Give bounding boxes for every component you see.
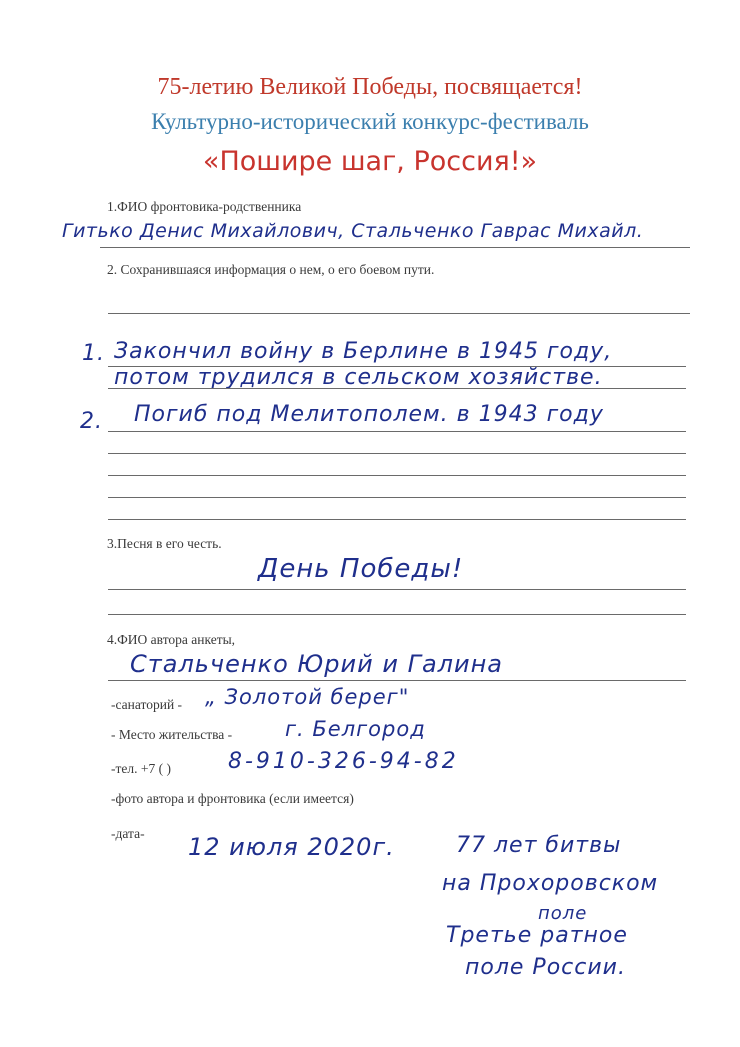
info-line-8 [108, 519, 686, 520]
header-festival-title: «Пошире шаг, Россия!» [202, 146, 538, 177]
note-line-1: 77 лет битвы [456, 833, 622, 858]
song-value: День Победы! [258, 554, 464, 584]
residence-value: г. Белгород [285, 717, 426, 741]
phone-value: 8-910-326-94-82 [228, 749, 459, 774]
info-line-3 [108, 388, 686, 389]
note-line-4: Третье ратное [446, 923, 628, 948]
note-line-3: поле [538, 903, 588, 924]
battle-info-label: 2. Сохранившаяся информация о нем, о его боевом пути. [107, 262, 435, 277]
sanatorium-value: „ Золотой берег" [205, 685, 410, 709]
info-item-1-number: 1. [82, 341, 105, 366]
photo-label: -фото автора и фронтовика (если имеется) [111, 791, 354, 806]
date-label: -дата- [111, 826, 145, 841]
veteran-name-value: Гитько Денис Михайлович, Стальченко Гаврас Михайл. [62, 220, 644, 242]
song-line-2 [108, 614, 686, 615]
phone-label: -тел. +7 ( ) [111, 761, 171, 776]
veteran-name-line [100, 247, 690, 248]
info-item-2-number: 2. [80, 409, 103, 434]
sanatorium-label: -санаторий - [111, 697, 183, 712]
author-name-label: 4.ФИО автора анкеты, [107, 632, 236, 647]
note-line-2: на Прохоровском [442, 871, 659, 896]
info-line-4 [108, 431, 686, 432]
song-label: 3.Песня в его честь. [107, 536, 222, 551]
veteran-name-label: 1.ФИО фронтовика-родственника [107, 199, 302, 214]
info-line-1 [108, 313, 690, 314]
song-line-1 [108, 589, 686, 590]
info-line-7 [108, 497, 686, 498]
info-item-1-line-a: Закончил войну в Берлине в 1945 году, [114, 339, 613, 364]
info-line-6 [108, 475, 686, 476]
residence-label: - Место жительства - [111, 727, 233, 742]
info-item-2-line-a: Погиб под Мелитополем. в 1943 году [134, 402, 604, 427]
info-item-1-line-b: потом трудился в сельском хозяйстве. [114, 365, 603, 390]
date-value: 12 июля 2020г. [188, 833, 395, 861]
author-name-value: Стальченко Юрий и Галина [130, 650, 503, 678]
author-name-line [108, 680, 686, 681]
header-dedication: 75-летию Великой Победы, посвящается! [157, 74, 583, 100]
info-line-5 [108, 453, 686, 454]
header-contest-name: Культурно-исторический конкурс-фестиваль [151, 109, 589, 134]
note-line-5: поле России. [465, 955, 626, 980]
